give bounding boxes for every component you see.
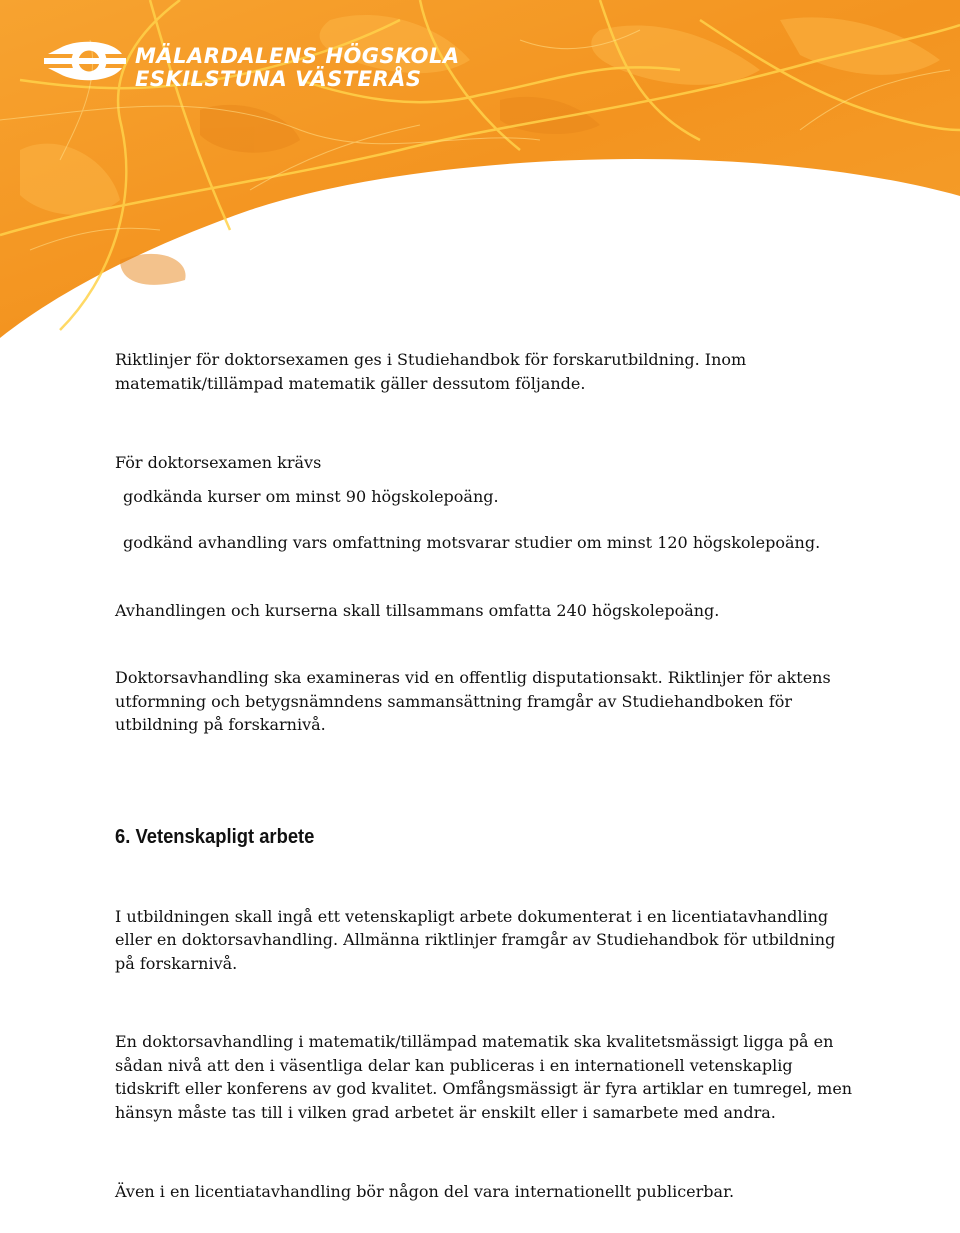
orange-map-banner	[0, 0, 960, 340]
logo-line1: MÄLARDALENS HÖGSKOLA	[135, 44, 460, 68]
section-paragraph-3: Även i en licentiatavhandling bör någon del vara internationellt publicerbar.	[115, 1182, 735, 1201]
list-item: godkänd avhandling vars omfattning motsvarar studier om minst 120 högskolepoäng.	[123, 533, 821, 552]
list-item: godkända kurser om minst 90 högskolepoäng.	[123, 486, 499, 506]
defense-paragraph: Doktorsavhandling ska examineras vid en offentlig disputationsakt. Riktlinjer för aktens utformning och betygsnämndens sammansättning framgår av Studiehandboken för utbildning på forskarnivå.	[115, 668, 831, 734]
section-heading: 6. Vetenskapligt arbete	[115, 825, 315, 848]
section-paragraph-2: En doktorsavhandling i matematik/tillämpad matematik ska kvalitetsmässigt ligga på en sådan nivå att den i väsentliga delar kan publiceras i en internationell vetenskaplig tidskrift eller konferens av god kvalitet. Omfångsmässigt är fyra artiklar en tumregel, men hänsyn måste tas till i vilken grad arbetet är enskilt eller i samarbete med andra.	[115, 1032, 853, 1122]
intro-paragraph: Riktlinjer för doktorsexamen ges i Studiehandbok för forskarutbildning. Inom matematik/tillämpad matematik gäller dessutom följande.	[115, 350, 747, 393]
requirements-heading: För doktorsexamen krävs	[115, 453, 322, 472]
total-credits-paragraph: Avhandlingen och kurserna skall tillsammans omfatta 240 högskolepoäng.	[115, 600, 720, 620]
header-banner	[0, 0, 960, 340]
logo-line2: ESKILSTUNA VÄSTERÅS	[135, 67, 422, 91]
section-paragraph-1: I utbildningen skall ingå ett vetenskapligt arbete dokumenterat i en licentiatavhandling eller en doktorsavhandling. Allmänna riktlinjer framgår av Studiehandbok för utbildning på forskarnivå.	[115, 906, 836, 973]
document-body	[115, 348, 855, 1204]
requirements-list	[115, 485, 855, 555]
